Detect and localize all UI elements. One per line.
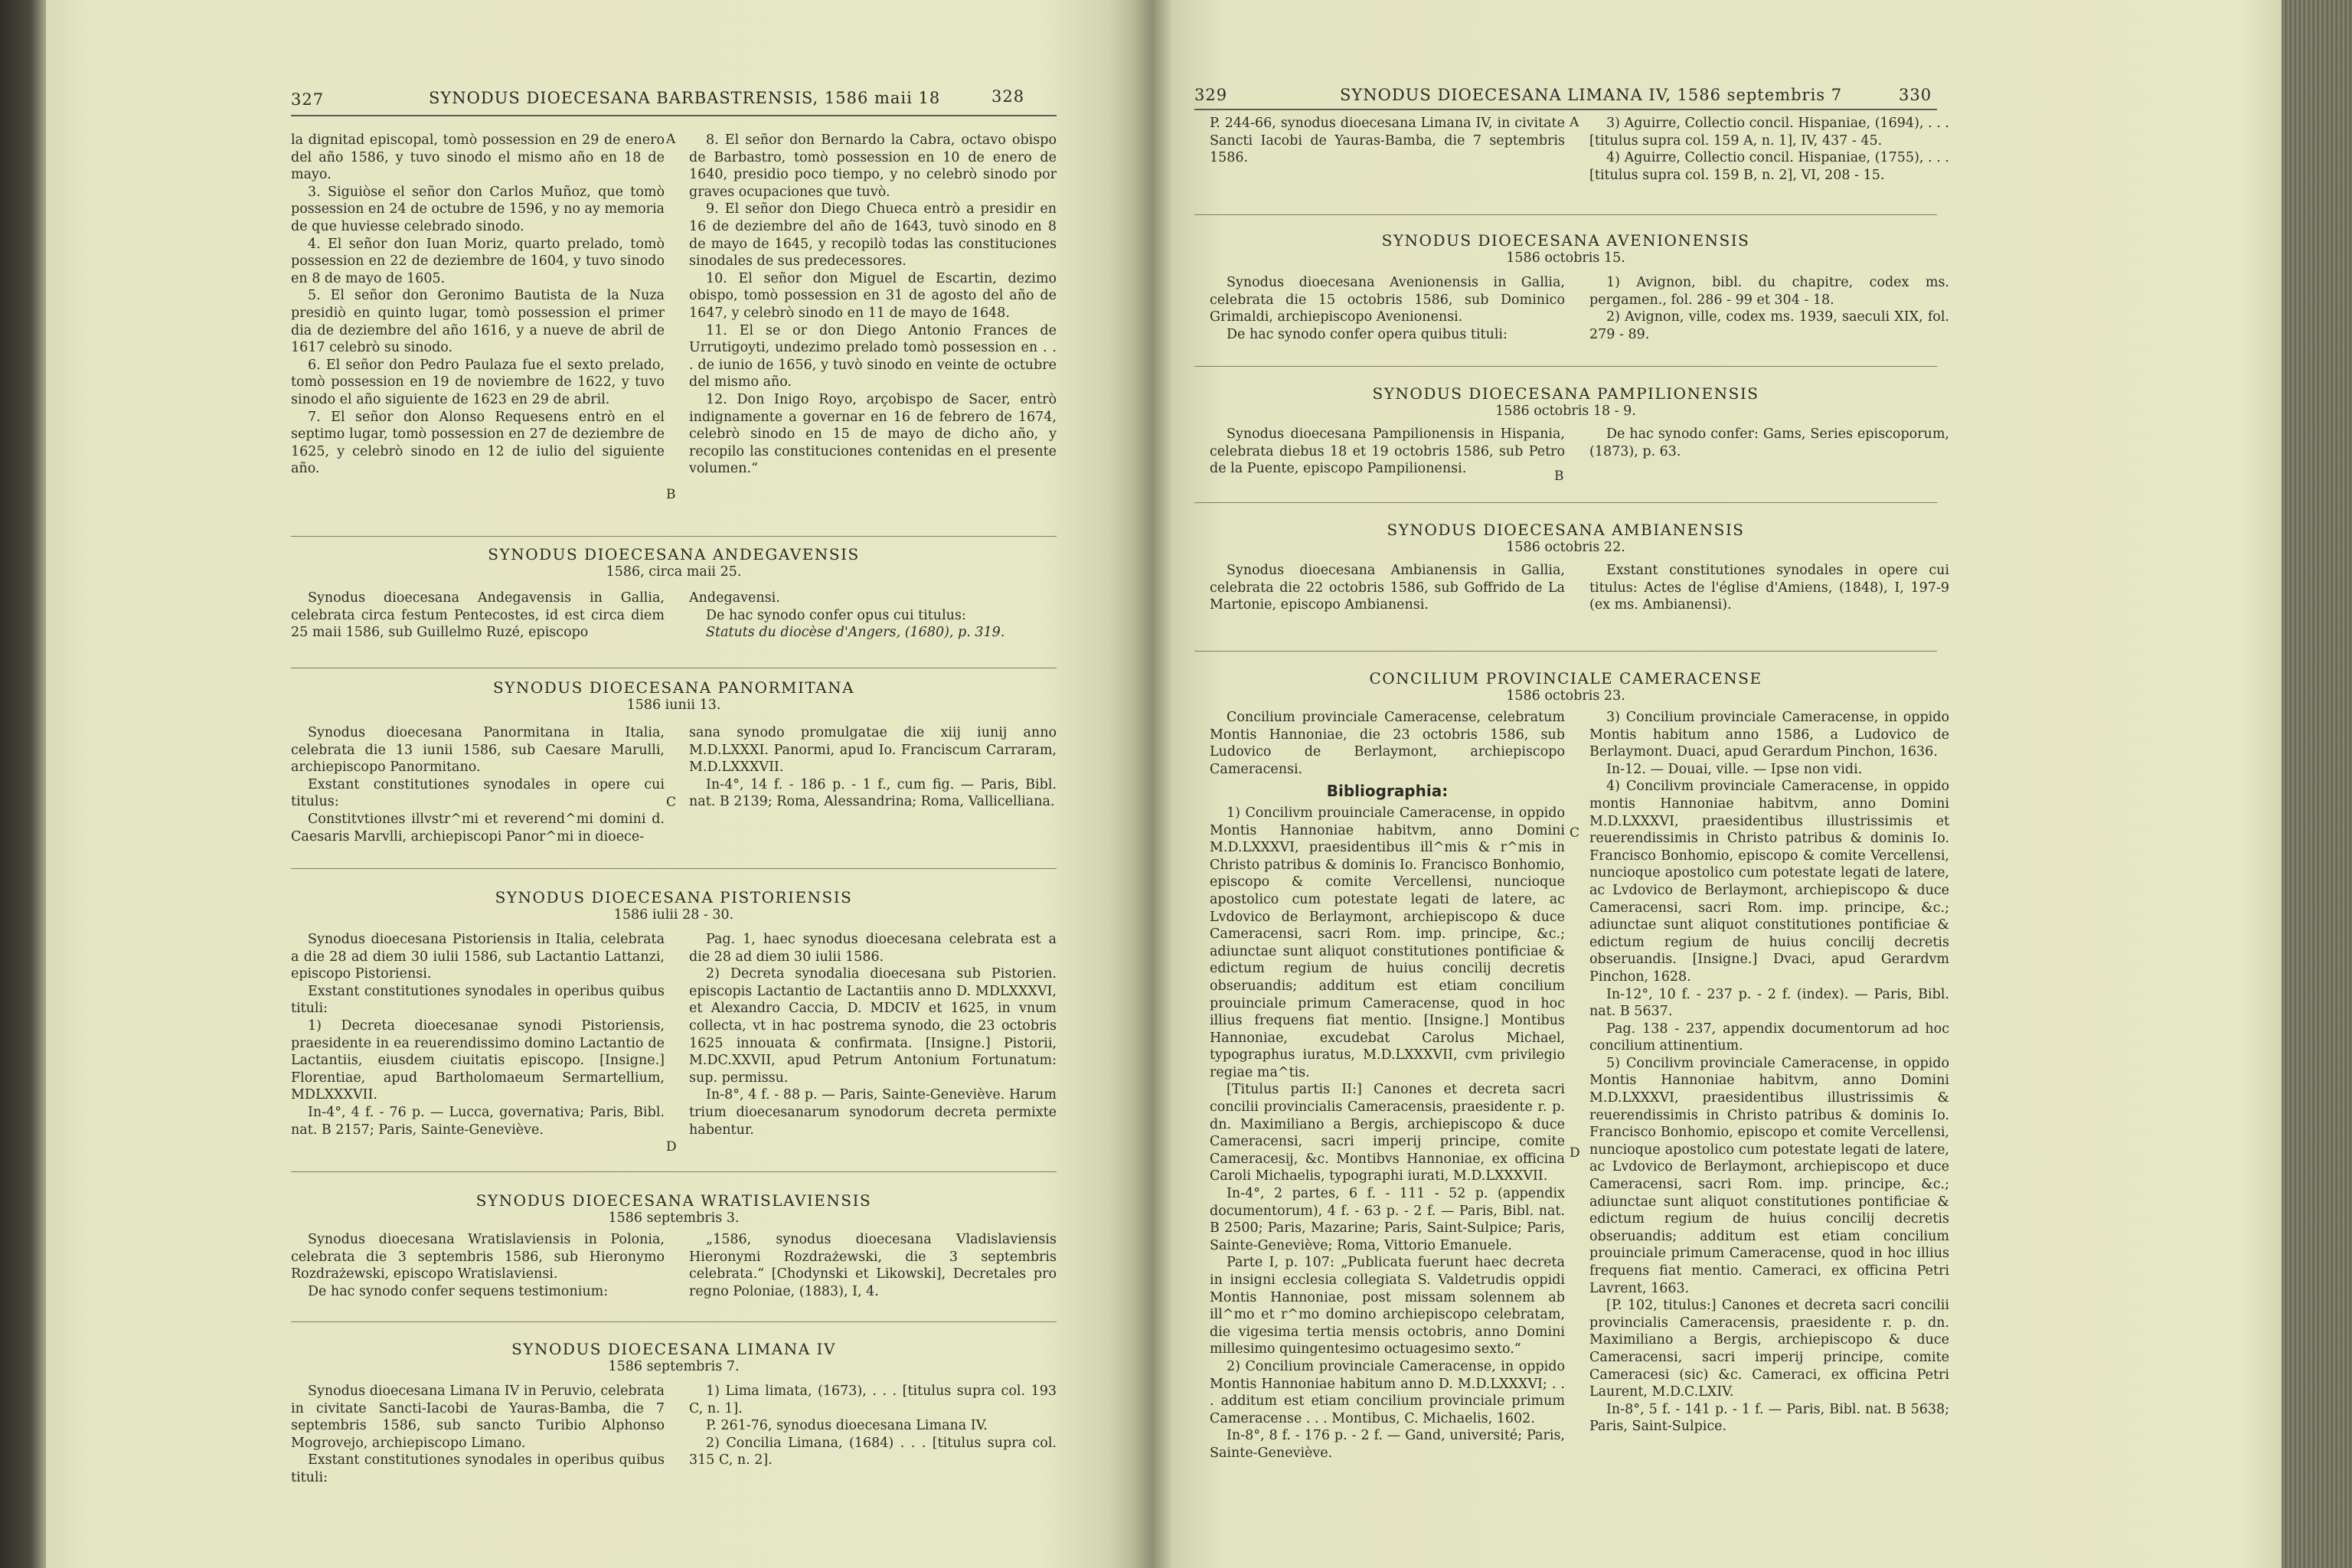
paragraph: Synodus dioecesana Avenionensis in Gallia, celebrata die 15 octobris 1586, sub Dominico Grimaldi, archiepiscopo Avenionensi. (1210, 275, 1565, 325)
paragraph: 6. El señor don Pedro Paulaza fue el sexto prelado, tomò possession en 19 de noviembre de 1622, y tuvo sinodo el año siguiente de 1623 en 29 de abril. (291, 357, 665, 407)
section-date: 1586 octobris 22. (1506, 540, 1625, 555)
margin-letter: B (1554, 469, 1564, 484)
section-heading-panormitana (291, 678, 1057, 714)
wratislaviensis-column-1 (291, 1231, 665, 1300)
section-title: SYNODUS DIOECESANA AVENIONENSIS (1381, 231, 1750, 250)
paragraph: Exstant constitutiones synodales in opere cui titulus: Actes de l'église d'Amiens, (1848), I, 197-9 (ex ms. Ambianensi). (1589, 563, 1949, 613)
citation: Statuts du diocèse d'Angers, (1680), p. 319. (706, 625, 1005, 641)
section-rule (291, 868, 1057, 869)
bibliographia-heading: Bibliographia: (1326, 782, 1449, 801)
section-heading-pistoriensis (291, 888, 1057, 923)
section-date: 1586 octobris 18 - 9. (1495, 403, 1636, 419)
panormitana-column-1 (291, 724, 665, 845)
andegavensis-column-1 (291, 590, 665, 642)
paragraph: Exstant constitutiones synodales in operibus quibus tituli: (291, 1452, 665, 1485)
paragraph: 2) Decreta synodalia dioecesana sub Pistorien. episcopis Lactantio de Lactantiis anno D. MDLXXXVI, et Alexandro Caccia, D. MDCIV et 1625, in vnum collecta, vt in hac postrema synodo, die 23 octobris 1625 innouata & confirmata. [Insigne.] Pistorii, M.DC.XXVII, apud Petrum Antonium Fortunatum: sup. permissu. (689, 966, 1057, 1086)
paragraph: 11. El se or don Diego Antonio Frances de Urrutigoyti, undezimo prelado tomò possession en . . . de iunio de 1656, y tuvò sinodo en veinte de octubre del mismo año. (689, 322, 1057, 390)
paragraph: Parte I, p. 107: „Publicata fuerunt haec decreta in insigni ecclesia collegiata S. Valdetrudis oppidi Montis Hannoniae, post missam solennem ab ill^mo et r^mo domino archiepiscopo celebratam, die vigesima tertia mensis octobris, anno Domini millesimo quingentesimo octuagesimo sexto.“ (1210, 1255, 1565, 1357)
paragraph: 1) Decreta dioecesanae synodi Pistoriensis, praesidente in ea reuerendissimo domino Lactantio de Lactantiis, eiusdem ciuitatis episcopo. [Insigne.] Florentiae, apud Bartholomaeum Sermartellium, MDLXXXVII. (291, 1018, 665, 1103)
paragraph: Synodus dioecesana Ambianensis in Gallia, celebrata die 22 octobris 1586, sub Goffrido de La Martonie, episcopo Ambianensi. (1210, 563, 1565, 613)
paragraph: In-4°, 4 f. - 76 p. — Lucca, governativa; Paris, Bibl. nat. B 2157; Paris, Sainte-Geneviève. (291, 1104, 665, 1138)
paragraph: Synodus dioecesana Wratislaviensis in Polonia, celebrata die 3 septembris 1586, sub Hieronymo Rozdrażewski, episcopo Wratislaviensi. (291, 1232, 665, 1282)
paragraph: Concilium provinciale Cameracense, celebratum Montis Hannoniae, die 23 octobris 1586, sub Ludovico de Berlaymont, archiepiscopo Cameracensi. (1210, 710, 1565, 777)
paragraph: [P. 102, titulus:] Canones et decreta sacri concilii provincialis Cameracensis, praesidente r. p. dn. Maximiliano a Bergis, archiepiscopo & duce Cameracensi, sacri imperij principe, comite Cameracesi (sic) &c. Cameraci, ex officina Petri Laurent, M.D.C.LXIV. (1589, 1298, 1949, 1400)
section-heading-ambianensis (1194, 521, 1937, 556)
paragraph: 4) Concilivm provinciale Cameracense, in oppido montis Hannoniae habitvm, anno Domini M.D.LXXXVI, praesidentibus illustrissimis et reuerendissimis in Christo patribus & dominis Io. Francisco Bonhomio, episcopo & comite Vercellensi, nuncioque apostolico cum potestate legati de latere, ac Lvdovico de Berlaymont, archiepiscopo & duce Cameracensi, sacri Rom. imp. principe, &c.; adiunctae sunt aliquot constitutiones pontificiae & edictum regium de huius concilij decretis obseruandis. [Insigne.] Dvaci, apud Gerardvm Pinchon, 1628. (1589, 779, 1949, 985)
paragraph: [Titulus partis II:] Canones et decreta sacri concilii provincialis Cameracensis, praesidente r. p. dn. Maximiliano a Bergis, archiepiscopo & duce Cameracensi, sacri imperij principe, comite Cameracesij, &c. Montibvs Hannoniae, ex officina Caroli Michaelis, typographi iurati, M.D.LXXXVII. (1210, 1082, 1565, 1184)
avenionensis-column-1 (1210, 274, 1565, 343)
paragraph: 3) Concilium provinciale Cameracense, in oppido Montis habitum anno 1586, a Ludovico de Berlaymont. Duaci, apud Gerardum Pinchon, 1636. (1589, 710, 1949, 760)
pistoriensis-column-2 (689, 931, 1057, 1138)
paragraph: Exstant constitutiones synodales in operibus quibus tituli: (291, 983, 665, 1017)
paragraph: 4. El señor don Iuan Moriz, quarto prelado, tomò possession en 22 de deziembre de 1604, y tuvo sinodo en 8 de mayo de 1605. (291, 236, 665, 286)
margin-letter: A (666, 132, 676, 147)
paragraph: 2) Concilia Limana, (1684) . . . [titulus supra col. 315 C, n. 2]. (689, 1435, 1057, 1468)
paragraph: De hac synodo confer opera quibus tituli: (1227, 326, 1508, 342)
section-date: 1586 iunii 13. (626, 697, 721, 713)
paragraph: Synodus dioecesana Andegavensis in Gallia, celebrata circa festum Pentecostes, id est circa diem 25 maii 1586, sub Guillelmo Ruzé, episcopo (291, 590, 665, 641)
section-heading-andegavensis (291, 545, 1057, 580)
margin-letter: D (1570, 1145, 1580, 1161)
paragraph: De hac synodo confer sequens testimonium: (308, 1283, 609, 1299)
section-rule (1194, 651, 1937, 652)
cameracense-column-1 (1210, 709, 1565, 1462)
section-date: 1586 octobris 15. (1506, 250, 1625, 266)
paragraph: Synodus dioecesana Panormitana in Italia, celebrata die 13 iunii 1586, sub Caesare Marulli, archiepiscopo Panormitano. (291, 725, 665, 776)
paragraph: De hac synodo confer: Gams, Series episcoporum, (1873), p. 63. (1589, 426, 1949, 459)
paragraph: sana synodo promulgatae die xiij iunij anno M.D.LXXXI. Panormi, apud Io. Franciscum Carraram, M.D.LXXXVII. (689, 725, 1057, 776)
margin-letter: C (1570, 825, 1580, 841)
cameracense-column-2 (1589, 709, 1949, 1436)
barbastro-column-2 (689, 132, 1057, 478)
paragraph: 2) Concilium provinciale Cameracense, in oppido Montis Hannoniae habitum anno D. M.D.LXXXVI; . . . additum est etiam concilium provinciale primum Cameracense . . . Montibus, C. Michaelis, 1602. (1210, 1358, 1565, 1426)
header-rule (291, 115, 1057, 116)
page-edges (2282, 0, 2352, 1568)
paragraph: 4) Aguirre, Collectio concil. Hispaniae, (1755), . . . [titulus supra col. 159 B, n. 2], VI, 208 - 15. (1589, 150, 1949, 183)
left-page (46, 0, 1110, 1568)
paragraph: In-4°, 2 partes, 6 f. - 111 - 52 p. (appendix documentorum), 4 f. - 63 p. - 2 f. — Paris, Bibl. nat. B 2500; Paris, Mazarine; Paris, Saint-Sulpice; Paris, Sainte-Geneviève; Roma, Vittorio Emanuele. (1210, 1186, 1565, 1253)
right-page-number-outer: 330 (1899, 86, 1932, 104)
paragraph: 3. Siguiòse el señor don Carlos Muñoz, que tomò possession en 24 de octubre de 1596, y no ay memoria de que huviesse celebrado sinodo. (291, 184, 665, 234)
limana-column-1 (291, 1383, 665, 1487)
paragraph: 3) Aguirre, Collectio concil. Hispaniae, (1694), . . . [titulus supra col. 159 A, n. 1], IV, 437 - 45. (1589, 116, 1949, 149)
section-rule (291, 536, 1057, 537)
paragraph: 12. Don Inigo Royo, arçobispo de Sacer, entrò indignamente a governar en 16 de febrero de 1674, celebrò sinodo en 15 de mayo de dicho año, y recopilo las constituciones contenidas en el presente volumen.“ (689, 391, 1057, 477)
section-heading-pampilionensis (1194, 384, 1937, 420)
section-rule (291, 1171, 1057, 1172)
paragraph: la dignitad episcopal, tomò possession en 29 de enero del año 1586, y tuvo sinodo el mismo año en 18 de mayo. (291, 132, 665, 183)
section-title: SYNODUS DIOECESANA PANORMITANA (492, 678, 855, 697)
paragraph: Pag. 138 - 237, appendix documentorum ad hoc concilium attinentium. (1589, 1021, 1949, 1054)
paragraph: 1) Lima limata, (1673), . . . [titulus supra col. 193 C, n. 1]. (689, 1383, 1057, 1416)
paragraph: 2) Avignon, ville, codex ms. 1939, saeculi XIX, fol. 279 - 89. (1589, 309, 1949, 342)
paragraph: In-4°, 14 f. - 186 p. - 1 f., cum fig. — Paris, Bibl. nat. B 2139; Roma, Alessandrina; Roma, Vallicelliana. (689, 776, 1057, 810)
paragraph: P. 244-66, synodus dioecesana Limana IV, in civitate Sancti Iacobi de Yauras-Bamba, die 7 septembris 1586. (1210, 116, 1565, 166)
wratislaviensis-column-2 (689, 1231, 1057, 1300)
pistoriensis-column-1 (291, 931, 665, 1138)
section-title: SYNODUS DIOECESANA PAMPILIONENSIS (1372, 384, 1759, 403)
paragraph: Pag. 1, haec synodus dioecesana celebrata est a die 28 ad diem 30 iulii 1586. (689, 932, 1057, 965)
paragraph: Synodus dioecesana Limana IV in Peruvio, celebrata in civitate Sancti-Iacobi de Yauras-Bamba, die 7 septembris 1586, sub sancto Turibio Alphonso Mogrovejo, archiepiscopo Limano. (291, 1383, 665, 1451)
andegavensis-column-2 (689, 590, 1057, 642)
paragraph: 7. El señor don Alonso Requesens entrò en el septimo lugar, tomò possession en 27 de deziembre de 1625, y celebrò sinodo en 12 de iulio del siguiente año. (291, 409, 665, 477)
paragraph: In-12. — Douai, ville. — Ipse non vidi. (1606, 761, 1863, 777)
section-title: SYNODUS DIOECESANA LIMANA IV (511, 1340, 836, 1358)
paragraph: P. 261-76, synodus dioecesana Limana IV. (706, 1418, 988, 1434)
section-rule (291, 1321, 1057, 1322)
panormitana-column-2 (689, 724, 1057, 811)
section-title: SYNODUS DIOECESANA PISTORIENSIS (495, 888, 853, 906)
paragraph: Andegavensi. (689, 590, 780, 606)
section-rule (1194, 214, 1937, 215)
paragraph: De hac synodo confer opus cui titulus: (706, 607, 966, 623)
paragraph: In-8°, 8 f. - 176 p. - 2 f. — Gand, université; Paris, Sainte-Geneviève. (1210, 1428, 1565, 1461)
section-date: 1586 octobris 23. (1506, 688, 1625, 704)
left-page-number-inner: 328 (991, 87, 1025, 106)
paragraph: 5. El señor don Geronimo Bautista de la Nuza presidiò en quinto lugar, tomò possession el primer dia de deziembre del año 1616, y a nueve de abril de 1617 celebrò su sinodo. (291, 288, 665, 356)
right-running-head: SYNODUS DIOECESANA LIMANA IV, 1586 septembris 7 (1340, 86, 1843, 104)
paragraph: Synodus dioecesana Pampilionensis in Hispania, celebrata diebus 18 et 19 octobris 1586, sub Petro de la Puente, episcopo Pampilionensi. (1210, 426, 1565, 477)
section-title: CONCILIUM PROVINCIALE CAMERACENSE (1369, 669, 1762, 688)
section-date: 1586 septembris 3. (608, 1210, 740, 1226)
section-date: 1586 septembris 7. (608, 1359, 740, 1374)
section-rule (1194, 366, 1937, 367)
margin-letter: D (666, 1139, 677, 1155)
section-date: 1586, circa maii 25. (606, 564, 742, 580)
margin-letter: C (666, 795, 677, 810)
left-page-number-outer: 327 (291, 90, 325, 109)
ambianensis-column-1 (1210, 562, 1565, 614)
paragraph: In-8°, 5 f. - 141 p. - 1 f. — Paris, Bibl. nat. B 5638; Paris, Saint-Sulpice. (1589, 1401, 1949, 1435)
paragraph: 8. El señor don Bernardo la Cabra, octavo obispo de Barbastro, tomò possession en 10 de enero de 1640, presidio poco tiempo, y no celebrò sinodo por graves ocupaciones que tuvò. (689, 132, 1057, 200)
header-rule (1194, 109, 1937, 110)
section-date: 1586 iulii 28 - 30. (613, 907, 734, 923)
section-heading-cameracense (1194, 669, 1937, 704)
right-page (1171, 0, 2282, 1568)
paragraph: 10. El señor don Miguel de Escartin, dezimo obispo, tomò possession en 31 de agosto del año de 1647, y celebrò sinodo en 11 de mayo de 1648. (689, 270, 1057, 321)
limana-continued-column-1 (1210, 115, 1565, 167)
paragraph: Exstant constitutiones synodales in opere cui titulus: (291, 776, 665, 810)
margin-letter: A (1570, 115, 1579, 130)
limana-column-2 (689, 1383, 1057, 1469)
paragraph: 9. El señor don Diego Chueca entrò a presidir en 16 de deziembre del año de 1643, tuvò sinodo en 8 de mayo de 1645, y recopilò todas las constituciones sinodales de sus predecessores. (689, 201, 1057, 270)
limana-continued-column-2 (1589, 115, 1949, 184)
section-title: SYNODUS DIOECESANA ANDEGAVENSIS (488, 545, 860, 564)
paragraph: 1) Avignon, bibl. du chapitre, codex ms. pergamen., fol. 286 - 99 et 304 - 18. (1589, 275, 1949, 308)
pampilionensis-column-1 (1210, 426, 1565, 478)
paragraph: 1) Concilivm prouinciale Cameracense, in oppido Montis Hannoniae habitvm, anno Domini M.D.LXXXVI, praesidentibus ill^mis & r^mis in Christo patribus & dominis Io. Francisco Bonhomio, episcopo & comite Vercellensi, nuncioque apostolico cum potestate legati de latere, ac Lvdovico de Berlaymont, archiepiscopo & duce Cameracensi, sacri Rom. imp. principe, &c.; adiunctae sunt aliquot constitutiones pontificiae & edictum regium de huius concilij decretis obseruandis; additum est etiam concilium prouinciale primum Cameracense, quod in hoc illius frequens fiat mentio. [Insigne.] Montibus Hannoniae, excudebat Carolus Michael, typographus iuratus, M.D.LXXXVII, cvm privilegio regiae ma^tis. (1210, 805, 1565, 1080)
right-page-number-inner: 329 (1194, 86, 1228, 104)
paragraph: In-8°, 4 f. - 88 p. — Paris, Sainte-Geneviève. Harum trium dioecesanarum synodorum decreta permixte habentur. (689, 1087, 1057, 1138)
paragraph: „1586, synodus dioecesana Vladislaviensis Hieronymi Rozdrażewski, die 3 septembris celebrata.“ [Chodynski et Likowski], Decretales pro regno Poloniae, (1883), I, 4. (689, 1232, 1057, 1299)
left-running-head: SYNODUS DIOECESANA BARBASTRENSIS, 1586 maii 18 (429, 89, 941, 107)
margin-letter: B (666, 487, 676, 502)
section-rule (1194, 502, 1937, 503)
ambianensis-column-2 (1589, 562, 1949, 614)
section-title: SYNODUS DIOECESANA AMBIANENSIS (1387, 521, 1745, 539)
paragraph: Constitvtiones illvstr^mi et reverend^mi domini d. Caesaris Marvlli, archiepiscopi Panor^mi in dioece- (291, 811, 665, 844)
barbastro-column-1 (291, 132, 665, 478)
section-heading-avenionensis (1194, 231, 1937, 266)
avenionensis-column-2 (1589, 274, 1949, 343)
section-heading-wratislaviensis (291, 1191, 1057, 1227)
paragraph: 5) Concilivm provinciale Cameracense, in oppido Montis Hannoniae habitvm, anno Domini M.D.LXXXVI, praesidentibus illustrissimis & reuerendissimis in Christo patribus & dominis Io. Francisco Bonhomio, episcopo et comite Vercellensi, nuncioque apostolico cum potestate legati de latere, ac Lvdovico de Berlaymont, archiepiscopo et duce Cameracensi, sacri Rom. imp. principe, &c.; adiunctae sunt aliquot constitutiones pontificiae & edictum regium de huius concilij decretis obseruandis; additum est etiam concilium prouinciale primum Cameracense, quod in hoc illius frequens fiat mentio. Cameraci, ex officina Petri Lavrent, 1663. (1589, 1055, 1949, 1296)
paragraph: Synodus dioecesana Pistoriensis in Italia, celebrata a die 28 ad diem 30 iulii 1586, sub Lactantio Lattanzi, episcopo Pistoriensi. (291, 932, 665, 982)
paragraph: In-12°, 10 f. - 237 p. - 2 f. (index). — Paris, Bibl. nat. B 5637. (1589, 986, 1949, 1020)
section-title: SYNODUS DIOECESANA WRATISLAVIENSIS (475, 1191, 872, 1210)
pampilionensis-column-2 (1589, 426, 1949, 460)
section-heading-limana (291, 1340, 1057, 1375)
